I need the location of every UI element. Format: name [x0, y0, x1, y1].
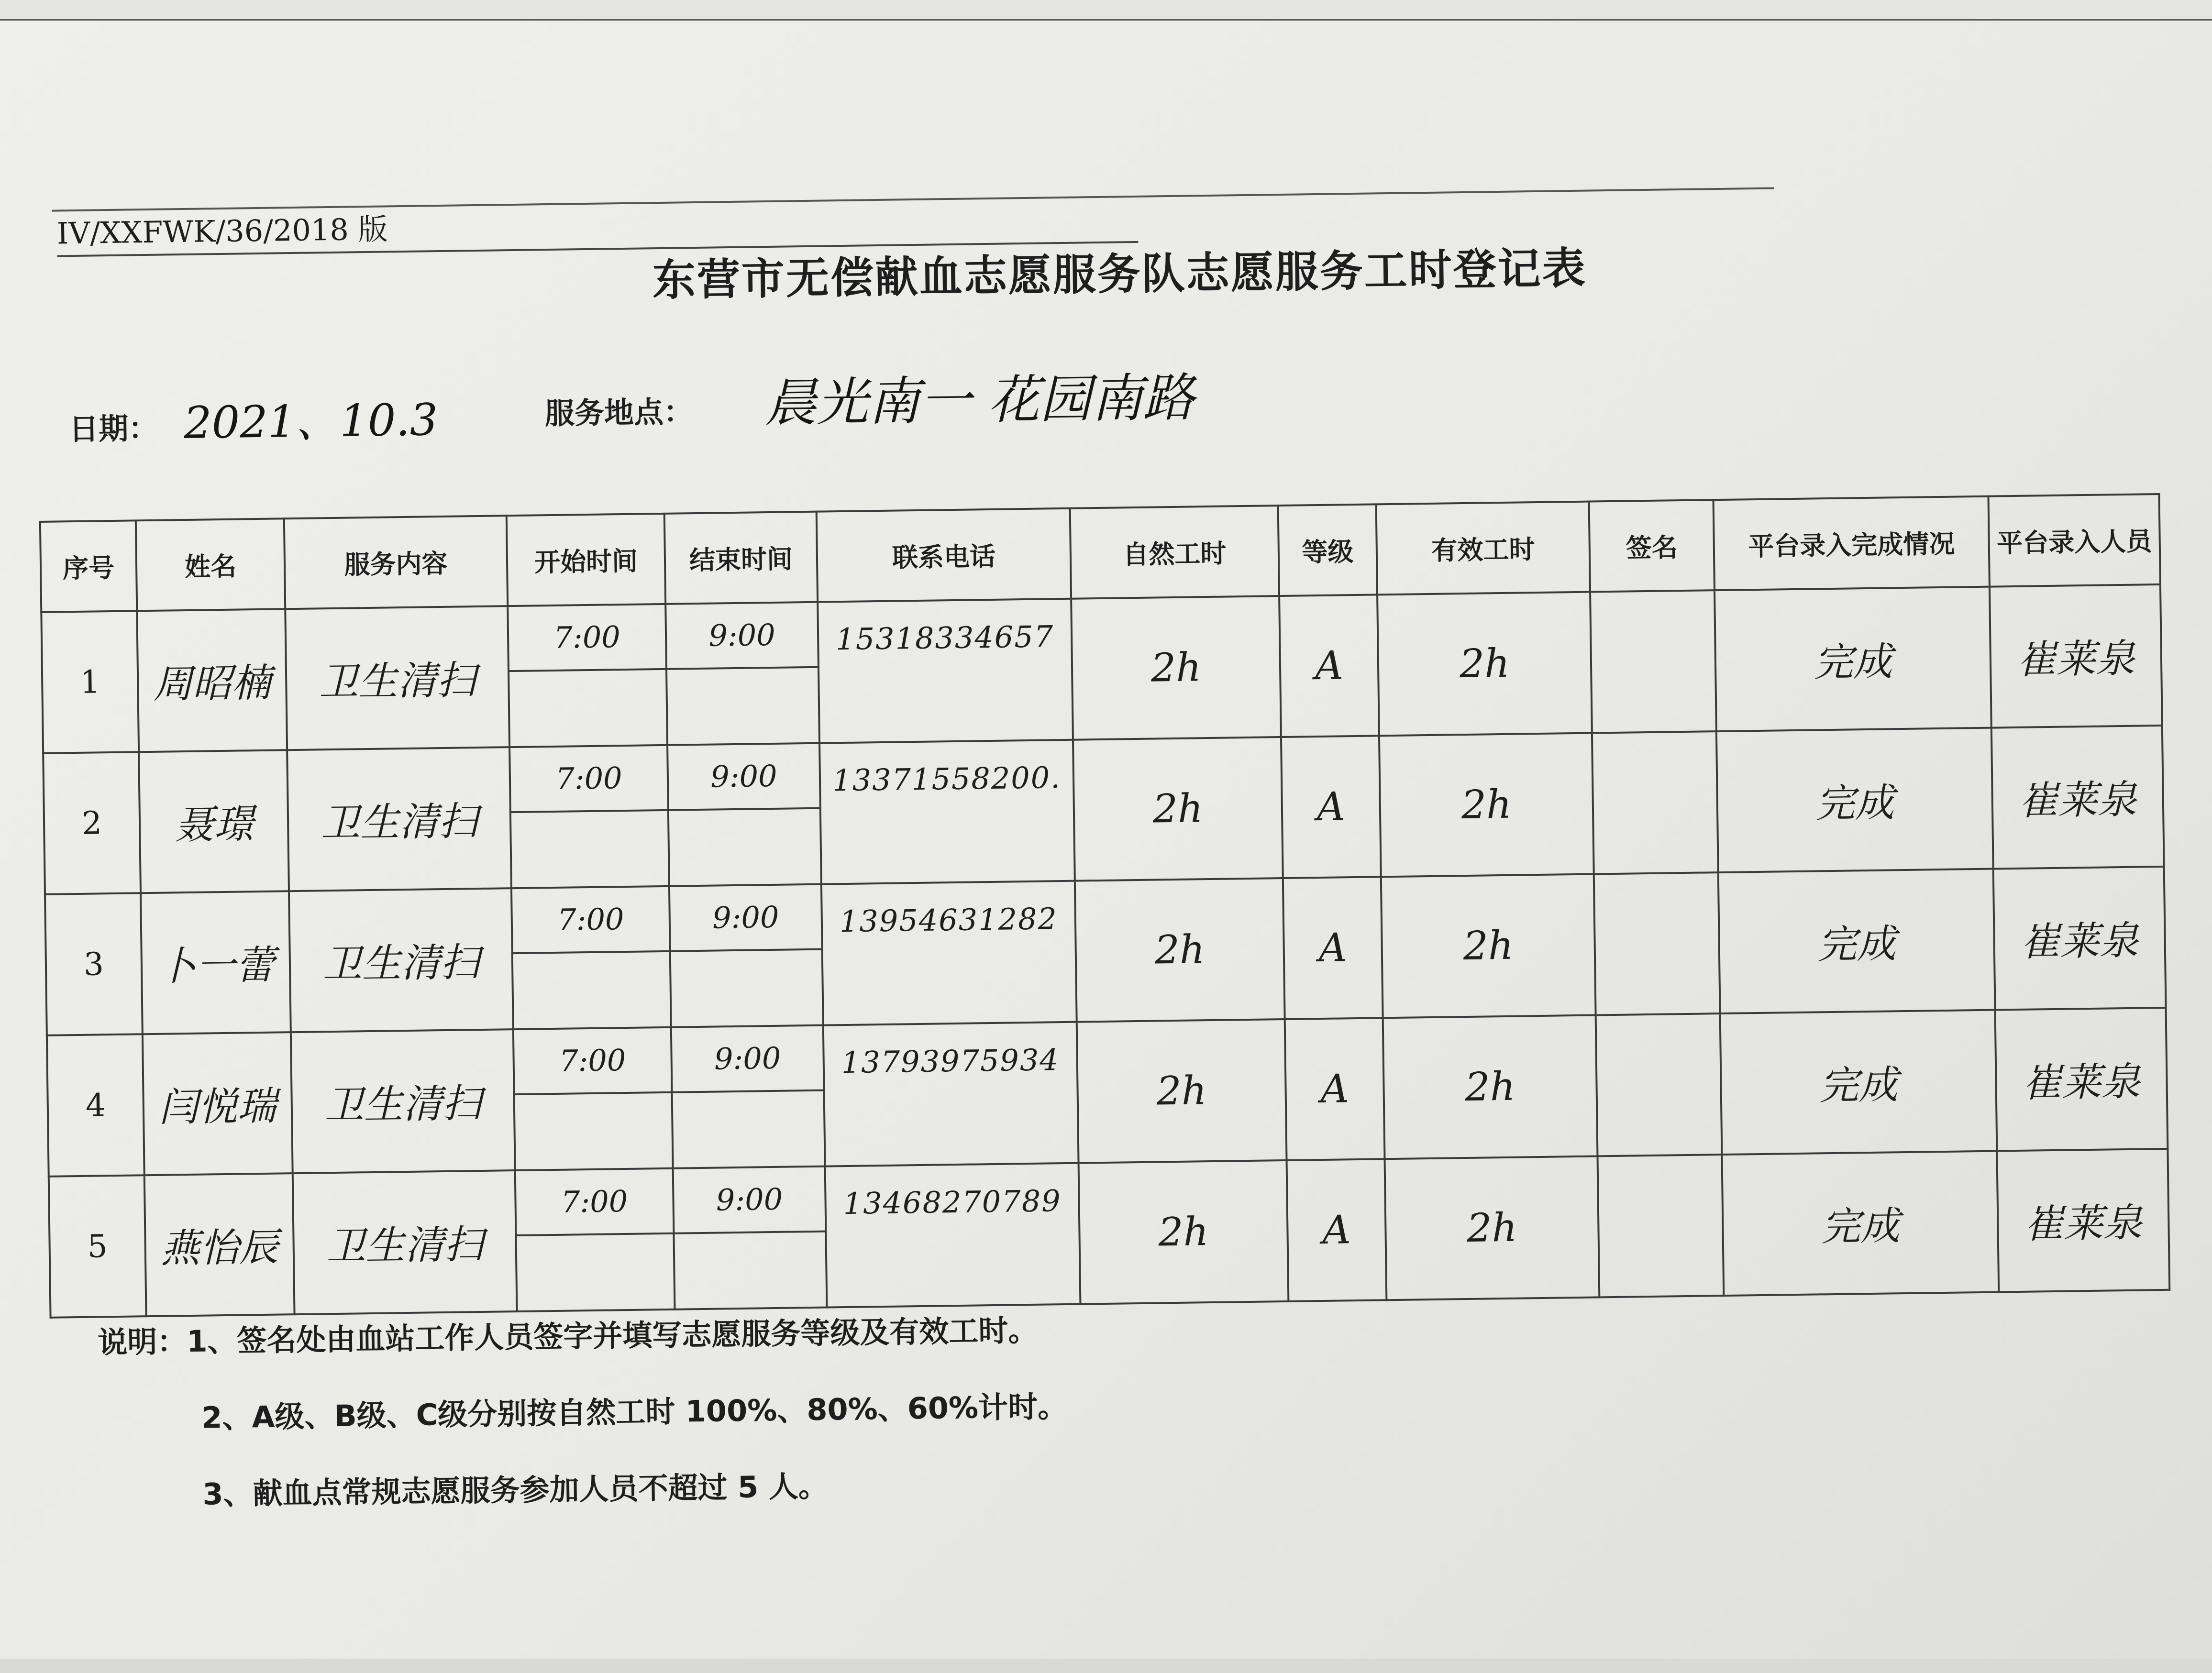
- start-time: 7:00: [509, 605, 665, 672]
- document-code: IV/XXFWK/36/2018 版: [56, 198, 1138, 257]
- phone-number: 13468270789: [825, 1163, 1081, 1308]
- header-cell: 服务内容: [284, 516, 508, 609]
- row-number: 2: [43, 752, 141, 894]
- row-number: 5: [49, 1175, 146, 1318]
- volunteer-name: 聂璟: [139, 750, 289, 893]
- entry-operator: 崔莱泉: [1993, 867, 2166, 1010]
- effective-hours: 2h: [1381, 874, 1596, 1018]
- start-time: 7:00: [516, 1169, 673, 1236]
- row-number: 3: [45, 893, 143, 1035]
- signature: [1590, 590, 1716, 733]
- end-time-cell: [671, 1025, 825, 1168]
- end-time: 9:00: [668, 744, 819, 811]
- header-cell: 序号: [40, 520, 137, 612]
- grade: A: [1287, 1159, 1387, 1301]
- entry-operator: 崔莱泉: [1991, 726, 2164, 869]
- start-time-cell: [508, 604, 667, 747]
- volunteer-name: 周昭楠: [137, 609, 287, 752]
- entry-status: 完成: [1718, 869, 1995, 1014]
- grade: A: [1285, 1018, 1385, 1160]
- phone-number: 13954631282: [821, 881, 1077, 1025]
- start-time-cell: [513, 1027, 673, 1170]
- header-cell: 平台录入完成情况: [1714, 496, 1990, 591]
- grade: A: [1281, 736, 1381, 878]
- start-time-cell: [511, 886, 671, 1029]
- table-row: [45, 867, 2166, 1035]
- service-content: 卫生清扫: [293, 1170, 517, 1314]
- note-3: 3、献血点常规志愿服务参加人员不超过 5 人。: [202, 1468, 829, 1512]
- header-cell: 签名: [1589, 500, 1714, 592]
- volunteer-name: 卜一蕾: [141, 891, 291, 1034]
- effective-hours: 2h: [1383, 1015, 1598, 1159]
- header-cell: 开始时间: [507, 514, 665, 606]
- natural-hours: 2h: [1071, 596, 1281, 740]
- service-content: 卫生清扫: [287, 747, 511, 891]
- signature: [1592, 731, 1718, 874]
- start-time: 7:00: [514, 1028, 671, 1095]
- header-cell: 结束时间: [664, 512, 818, 604]
- notes-section: [97, 1284, 1679, 1534]
- volunteer-name: 燕怡辰: [144, 1173, 295, 1316]
- phone-number: 13793975934: [823, 1022, 1079, 1167]
- end-time-cell: [667, 743, 821, 886]
- note-1: 说明：1、签名处由血站工作人员签字并填写志愿服务等级及有效工时。: [97, 1312, 1038, 1360]
- note-2: 2、A级、B级、C级分别按自然工时 100%、80%、60%计时。: [201, 1389, 1068, 1435]
- entry-status: 完成: [1722, 1151, 1999, 1296]
- entry-operator: 崔莱泉: [1995, 1008, 2168, 1151]
- phone-number: 13371558200.: [819, 740, 1075, 884]
- header-cell: 平台录入人员: [1988, 494, 2160, 587]
- effective-hours: 2h: [1379, 733, 1594, 877]
- effective-hours: 2h: [1385, 1156, 1600, 1300]
- row-number: 1: [41, 611, 139, 753]
- natural-hours: 2h: [1079, 1160, 1289, 1304]
- signature: [1597, 1155, 1724, 1297]
- natural-hours: 2h: [1077, 1019, 1287, 1163]
- entry-status: 完成: [1714, 587, 1991, 732]
- entry-operator: 崔莱泉: [1997, 1149, 2169, 1292]
- registration-table: [39, 493, 2170, 1319]
- table-row: [41, 584, 2162, 753]
- entry-status: 完成: [1716, 728, 1993, 873]
- end-time: 9:00: [670, 885, 821, 952]
- natural-hours: 2h: [1073, 737, 1283, 881]
- header-cell: 联系电话: [817, 508, 1071, 602]
- form-title: 东营市无偿献血志愿服务队志愿服务工时登记表: [652, 243, 1587, 306]
- table-row: [43, 726, 2164, 894]
- service-content: 卫生清扫: [291, 1029, 515, 1173]
- entry-operator: 崔莱泉: [1990, 584, 2162, 728]
- location-value: 晨光南一 花园南路: [764, 368, 1195, 434]
- row-number: 4: [47, 1034, 144, 1177]
- start-time-cell: [515, 1168, 675, 1311]
- end-time: 9:00: [674, 1167, 825, 1234]
- grade: A: [1279, 594, 1379, 737]
- service-content: 卫生清扫: [289, 888, 513, 1032]
- header-cell: 等级: [1278, 504, 1377, 596]
- end-time-cell: [669, 884, 823, 1027]
- header-cell: 有效工时: [1376, 502, 1590, 595]
- phone-number: 15318334657: [818, 599, 1073, 743]
- effective-hours: 2h: [1377, 592, 1592, 736]
- signature: [1594, 872, 1720, 1015]
- entry-status: 完成: [1720, 1010, 1997, 1155]
- location-label: 服务地点：: [544, 394, 694, 431]
- grade: A: [1283, 877, 1383, 1019]
- date-value: 2021、10.3: [183, 394, 438, 449]
- start-time: 7:00: [510, 746, 667, 813]
- table-row: [47, 1008, 2168, 1177]
- end-time-cell: [665, 602, 819, 745]
- volunteer-name: 闫悦瑞: [143, 1032, 293, 1175]
- end-time: 9:00: [666, 603, 818, 670]
- header-cell: 姓名: [136, 518, 285, 611]
- date-label: 日期：: [68, 410, 158, 447]
- header-cell: 自然工时: [1070, 506, 1279, 599]
- service-content: 卫生清扫: [285, 606, 509, 750]
- start-time-cell: [509, 745, 669, 888]
- natural-hours: 2h: [1075, 878, 1285, 1022]
- signature: [1596, 1013, 1722, 1156]
- end-time: 9:00: [672, 1026, 823, 1093]
- end-time-cell: [673, 1167, 827, 1310]
- start-time: 7:00: [512, 887, 669, 954]
